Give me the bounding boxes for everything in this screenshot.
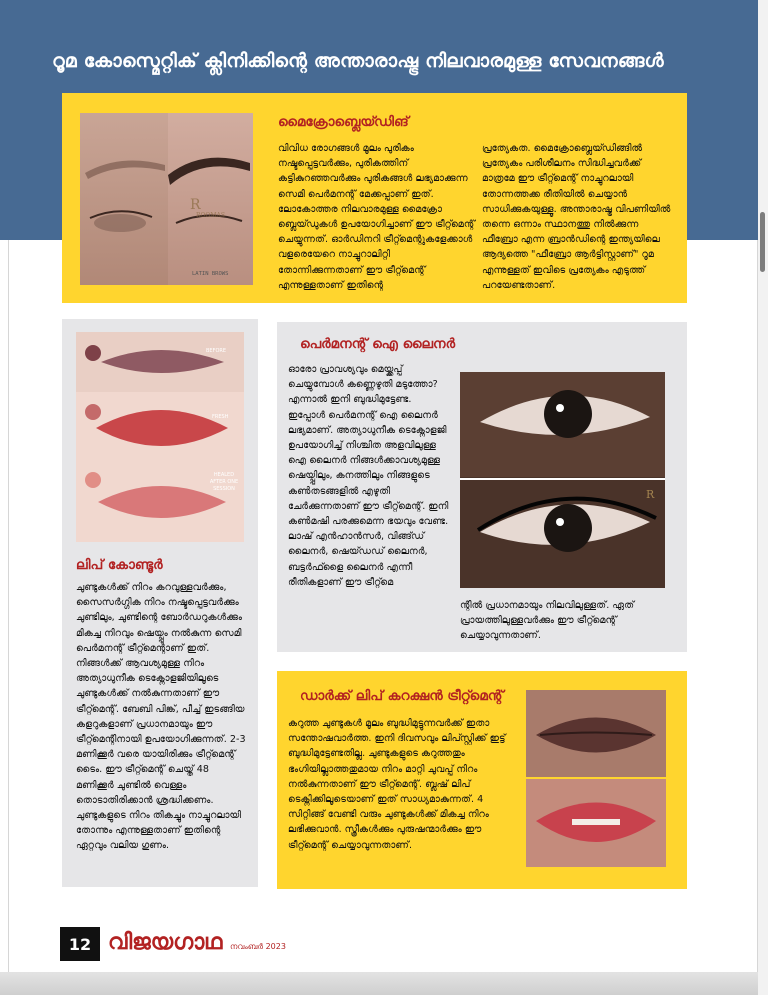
lip-label-fresh: FRESH <box>212 414 229 420</box>
vertical-scrollbar[interactable] <box>758 0 768 995</box>
magazine-name: വിജയഗാഥ <box>108 930 223 955</box>
dark-lip-before-photo <box>526 690 666 777</box>
svg-text:ROOMAS: ROOMAS <box>196 212 225 219</box>
eyeliner-photo <box>460 372 665 588</box>
lip-contour-text: ചുണ്ടുകൾക്ക് നിറം കറവുള്ളവർക്കും, സൈസർഗ്ഗിക നിറം നഷ്ടപ്പെട്ടവർക്കും ചുണ്ടിലും, ചുണ്ടിന്റെ ബോർഡറുകൾക്കും മികച്ച നിറവും ഷെയ്പ്പും നൽകുന്ന സെമി പെർമനന്റ് ട്രീറ്റ്മെന്റാണ് ഇത്. നിങ്ങൾക്ക് ആവശ്യമുള്ള നിറം അത്യാധുനീക ടെക്നോളജിയിലൂടെ ചുണ്ടുകൾക്ക് നൽകുന്നതാണ് ഈ ട്രീറ്റ്മെന്റ്. ബേബി പിങ്ക്, പീച്ച് ഇടങ്ങിയ കളറുകളാണ് പ്രധാനമായും ഈ ട്രീറ്റ്മെന്റിനായി ഉപയോഗിക്കുന്നത്. 2-3 മണിക്കൂർ വരെ യായിരിക്കും ട്രീറ്റ്മെന്റ് ടൈം. ഈ ട്രീറ്റ്മെന്റ് ചെയ്ത് 48 മണിക്കൂർ ചുണ്ടിൽ വെള്ളം തൊടാതിരിക്കാൻ ശ്രദ്ധിക്കണം. ചുണ്ടുകളുടെ നിറം തികച്ചും നാച്ചുറലായി തോന്നും എന്നുള്ളതാണ് ഇതിന്റെ ഏറ്റവും വലിയ ഗുണം. <box>76 582 246 852</box>
page-title: റൂമ കോസ്മെറ്റിക് ക്ലിനിക്കിന്റെ അന്താരാഷ്ട്ര നിലവാരമുള്ള സേവനങ്ങൾ <box>52 50 664 72</box>
viewer-bottom-bar <box>0 972 768 995</box>
svg-text:R: R <box>190 197 201 213</box>
lip-contour-title: ലിപ് കോണ്ടൂർ <box>76 557 163 573</box>
lip-label-before: BEFORE <box>206 348 227 354</box>
eyeliner-title: പെർമനന്റ് ഐ ലൈനർ <box>300 336 456 352</box>
scrollbar-thumb[interactable] <box>760 212 765 272</box>
microblading-text-col2: പ്രത്യേകത. മൈക്രോബ്ലെയ്ഡിങ്ങിൽ പ്രത്യേകം പരിശീലനം സിദ്ധിച്ചവർക്ക് മാത്രമേ ഈ ട്രീറ്റ്മെന്റ് നാച്ചുറലായി തോന്നത്തക്ക രീതിയിൽ ചെയ്യാൻ സാധിക്കുകയുള്ളൂ. അന്താരാഷ്ട്ര വിപണിയിൽ തന്നെ ഒന്നാം സ്ഥാനത്തു നിൽക്കുന്ന ഫീബ്രോ എന്ന ബ്രാൻഡിന്റെ ഇന്ത്യയിലെ ആദ്യത്തെ "ഫീബ്രോ ആർട്ടിസ്റ്റാണ്" റൂമ എന്നുള്ളത് ഇവിടെ പ്രത്യേകം എടുത്ത് പറയേണ്ടതാണ്. <box>482 143 671 291</box>
issue-date: നവംബർ 2023 <box>230 942 286 951</box>
eyeliner-text-col1: ഓരോ പ്രാവശ്യവും മെയ്ക്കപ്പ് ചെയ്യുമ്പോൾ കണ്ണെഴുതി മടുത്തോ? എന്നാൽ ഇനി ബുദ്ധിമുട്ടേണ്ട. ഇപ്പോൾ പെർമനന്റ് ഐ ലൈനർ ലഭ്യമാണ്. അത്യാധുനീക ടെക്നോളജി ഉപയോഗിച്ച് നിശ്ചിത അളവിലുള്ള ഐ ലൈനർ നിങ്ങൾക്കാവശ്യമുള്ള ഷെയ്പ്പിലും, കനത്തിലും നിങ്ങളുടെ കൺതടങ്ങളിൽ എഴുതി ചേർക്കുന്നതാണ് ഈ ട്രീറ്റ്മെന്റ്. ഇനി കൺമഷി പരക്കുമെന്ന ഭയവും വേണ്ട. ലാഷ് എൻഹാൻസർ, വിങ്ങ്ഡ് ലൈനർ, ഷെയ്ഡഡ് ലൈനർ, ബട്ടർഫ്ളൈ ലൈനർ എന്നീ രീതികളാണ് ഈ ട്രീറ്റ്മെ <box>288 364 449 588</box>
eyeliner-text-col2: ന്റിൽ പ്രധാനമായും നിലവിലുള്ളത്. ഏത് പ്രായത്തിലുള്ളവർക്കും ഈ ട്രീറ്റ്മെന്റ് ചെയ്യാവുന്നതാണ്. <box>460 600 635 642</box>
lip-label-healed: HEALED AFTER ONE SESSION <box>209 472 239 492</box>
page-number: 12 <box>60 927 100 961</box>
microblading-title: മൈക്രോബ്ലെയ്ഡിങ് <box>278 114 409 130</box>
dark-lip-text: കറുത്ത ചുണ്ടുകൾ മൂലം ബുദ്ധിമുട്ടുന്നവർക്ക് ഇതാ സന്തോഷവാർത്ത. ഇനി ദിവസവും ലിപ്സ്റ്റിക്ക് ഇട്ട് ബുദ്ധിമുട്ടേണ്ടതില്ല. ചുണ്ടുകളുടെ കറുത്തതും ഭംഗിയില്ലാത്തതുമായ നിറം മാറ്റി ചുവപ്പ് നിറം നൽകുന്നതാണ് ഈ ട്രീറ്റ്മെന്റ്. ബ്ലഷ് ലിപ് ടെക്നിക്കിലൂടെയാണ് ഇത് സാധ്യമാകുന്നത്. 4 സിറ്റിങ്ങ് വേണ്ടി വരും ചുണ്ടുകൾക്ക് മികച്ച നിറം ലഭിക്കുവാൻ. സ്ത്രീകൾക്കും പുരുഷന്മാർക്കും ഈ ട്രീറ്റ്മെന്റ് ചെയ്യാവുന്നതാണ്. <box>288 718 506 851</box>
dark-lip-after-photo <box>526 779 666 867</box>
lip-contour-photo <box>76 332 244 542</box>
eyebrow-after-photo <box>168 113 253 285</box>
photo-label: LATIN BROWS <box>192 271 229 277</box>
dark-lip-title: ഡാർക്ക് ലിപ് കറക്ഷൻ ട്രീറ്റ്മെന്റ് <box>300 688 504 704</box>
eyebrow-before-photo <box>80 113 168 285</box>
svg-text:R: R <box>646 488 655 501</box>
microblading-text-col1: വിവിധ രോഗങ്ങൾ മൂലം പുരികം നഷ്ടപ്പെട്ടവർക്കും, പുരികത്തിന് കട്ടികുറഞ്ഞവർക്കും പുരികങ്ങൾ ലഭ്യമാക്കുന്ന സെമി പെർമനന്റ് മേക്കപ്പാണ് ഇത്. ലോകോത്തര നിലവാരമുള്ള മൈക്രോ ബ്ലെയ്ഡുകൾ ഉപയോഗിച്ചാണ് ഈ ട്രീറ്റ്മെന്റ് ചെയ്യുന്നത്. ഓർഡിനറി ട്രീറ്റ്മെന്റുകളേക്കാൾ വളരെയേറെ നാച്ചുറാലിറ്റി തോന്നിക്കുന്നതാണ് ഈ ട്രീറ്റ്മെന്റ് എന്നുള്ളതാണ് ഇതിന്റെ <box>278 143 476 291</box>
